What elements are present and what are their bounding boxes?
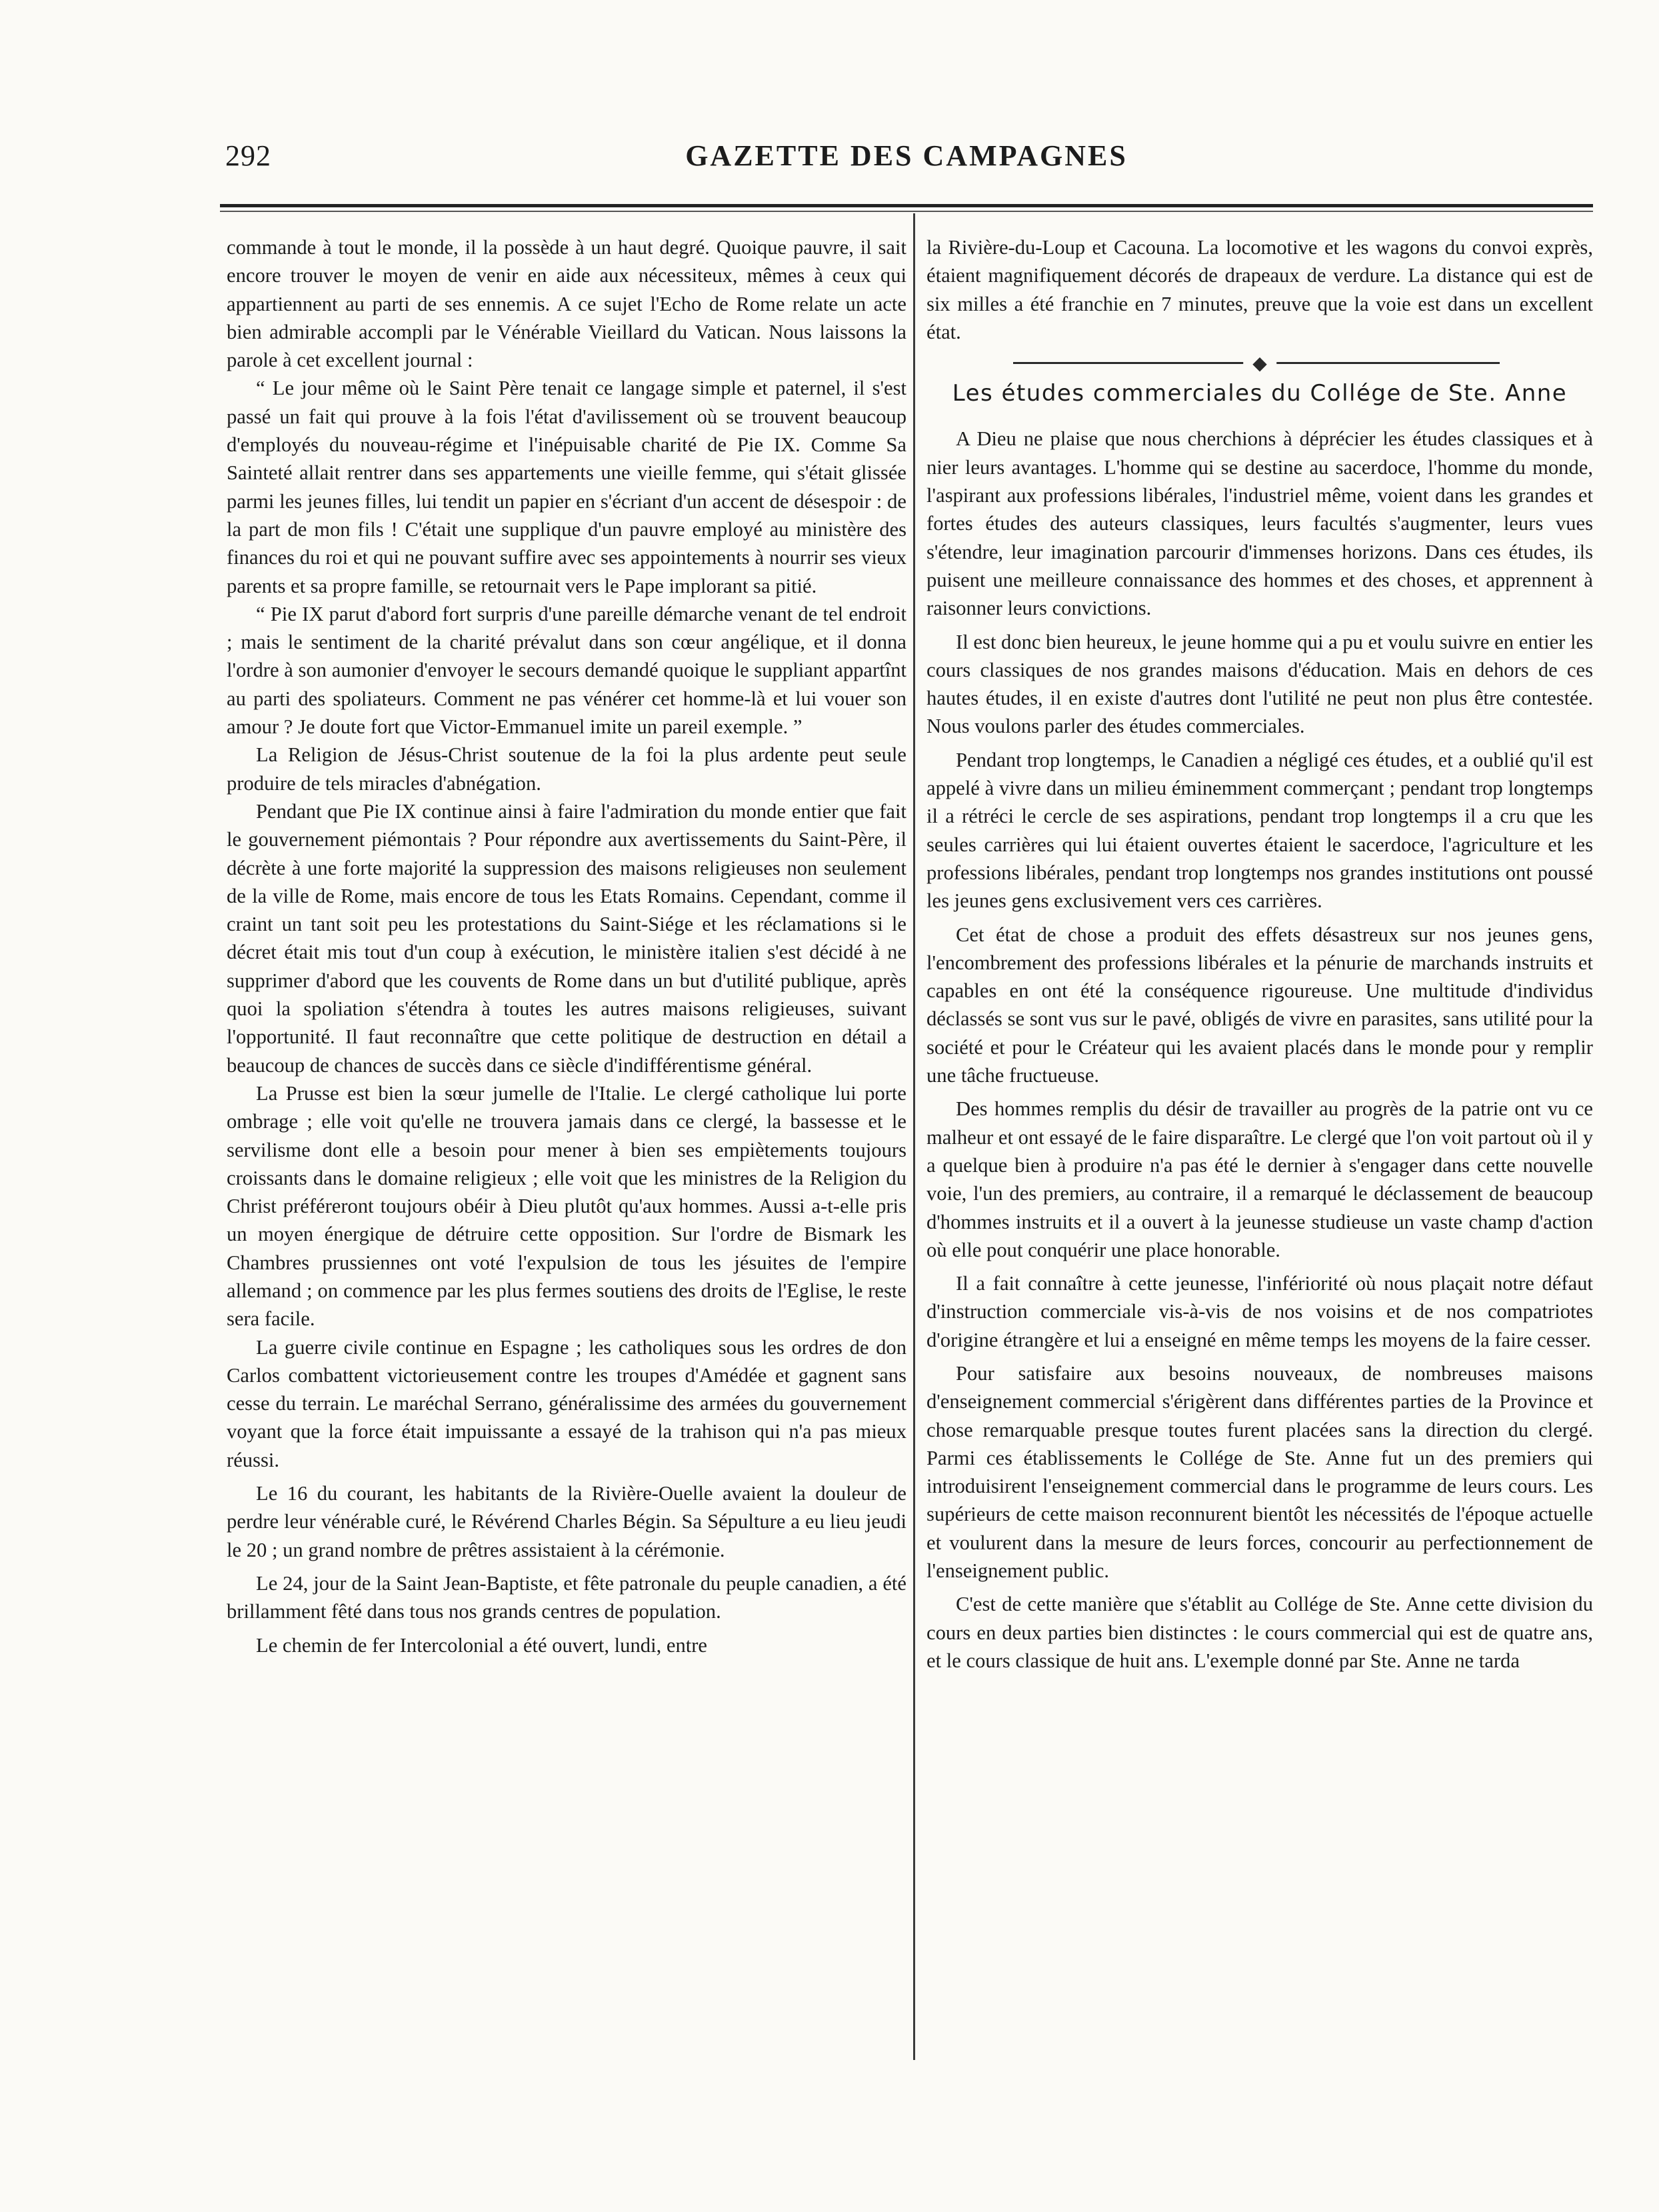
- left-paragraph: Le 24, jour de la Saint Jean-Baptiste, et fête patronale du peuple canadien, a été brillamment fêté dans tous nos grands centres de population.: [227, 1571, 906, 1623]
- right-paragraph: C'est de cette manière que s'établit au Collége de Ste. Anne cette division du cours en deux parties bien distinctes : le cours commercial qui est de quatre ans, et le cours classique de huit ans. L'exemple donné par Ste. Anne ne tarda: [926, 1593, 1593, 1672]
- column-divider: [913, 213, 915, 2060]
- left-paragraph: “ Le jour même où le Saint Père tenait ce langage simple et paternel, il s'est passé un fait qui prouve à la fois l'état d'avilissement où se trouvent beaucoup d'employés du nouveau-régime et l'inépuisable charité de Pie IX. Comme Sa Sainteté allait rentrer dans ses appartements une vieille femme, qui s'était glissée parmi les jeunes filles, lui tendit un papier en s'écriant d'un accent de désespoir : de la part de mon fils ! C'était une supplique d'un pauvre employé au ministère des finances du roi et qui ne pouvant suffire avec ses appointements à nourrir ses vieux parents et sa propre famille, se retournait vers le Pape implorant sa pitié.: [227, 377, 906, 597]
- section-ornament: [926, 350, 1593, 377]
- right-paragraph: Il est donc bien heureux, le jeune homme qui a pu et voulu suivre en entier les cours classiques de nos grandes maisons d'éducation. Mais en dehors de ces hautes études, il en existe d'autres dont l'utilité ne peut non plus être contestée. Nous voulons parler des études commerciales.: [926, 630, 1593, 738]
- header-rule: [220, 204, 1593, 212]
- left-paragraph: Le 16 du courant, les habitants de la Rivière-Ouelle avaient la douleur de perdre leur vénérable curé, le Révérend Charles Bégin. Sa Sépulture a eu lieu jeudi le 20 ; un grand nombre de prêtres assistaient à la cérémonie.: [227, 1482, 906, 1561]
- right-paragraph: Pendant trop longtemps, le Canadien a négligé ces études, et a oublié qu'il est appelé à vivre dans un milieu éminemment commerçant ; pendant trop longtemps il a rétréci le cercle de ses aspirations, pendant trop longtemps il a cru que les seules carrières qui lui étaient ouvertes étaient le sacerdoce, l'agriculture et les professions libérales, pendant trop longtemps nos grandes institutions ont poussé les jeunes gens exclusivement vers ces carrières.: [926, 748, 1593, 913]
- right-paragraph: A Dieu ne plaise que nous cherchions à déprécier les études classiques et à nier leurs avantages. L'homme qui se destine au sacerdoce, l'homme du monde, l'aspirant aux professions libérales, l'industriel même, voient dans les grandes et fortes études des auteurs classiques, leurs facultés s'augmenter, leurs vues s'étendre, leur imagination parcourir d'immenses horizons. Dans ces études, ils puisent une meilleure connaissance des hommes et des choses, et apprennent à raisonner leurs convictions.: [926, 427, 1593, 620]
- right-intro-paragraph: la Rivière-du-Loup et Cacouna. La locomotive et les wagons du convoi exprès, étaient magnifiquement décorés de drapeaux de verdure. La distance qui est de six milles a été franchie en 7 minutes, preuve que la voie est dans un excellent état.: [926, 236, 1593, 343]
- page-number: 292: [225, 139, 271, 172]
- left-paragraph: Pendant que Pie IX continue ainsi à faire l'admiration du monde entier que fait le gouvernement piémontais ? Pour répondre aux avertissements du Saint-Père, il décrète à une forte majorité la suppression des maisons religieuses non seulement de la ville de Rome, mais encore de tous les Etats Romains. Cependant, comme il craint un tant soit peu les protestations du Saint-Siége et les réclamations si le décret était mis tout d'un coup à exécution, le ministère italien s'est décidé à ne supprimer d'abord que les couvents de Rome dans un but d'utilité publique, après quoi la spoliation s'étendra à toutes les autres maisons religieuses, suivant l'opportunité. Il faut reconnaître que cette politique de destruction en détail a beaucoup de chances de succès dans ce siècle d'indifférentisme général.: [227, 799, 906, 1077]
- left-paragraph: La Prusse est bien la sœur jumelle de l'Italie. Le clergé catholique lui porte ombrage ; elle voit qu'elle ne trouvera jamais dans ce clergé, la bassesse et le servilisme dont elle a besoin pour mener à bien ses empiètements toujours croissants dans le domaine religieux ; elle voit que les ministres de la Religion du Christ préféreront toujours obéir à Dieu plutôt qu'aux hommes. Aussi a-t-elle pris un moyen énergique de détruire cette opposition. Sur l'ordre de Bismark les Chambres prussiennes ont voté l'expulsion de tous les jésuites de l'empire allemand ; on commence par les plus fermes soutiens des droits de l'Eglise, le reste sera facile.: [227, 1081, 906, 1331]
- right-paragraph: Cet état de chose a produit des effets désastreux sur nos jeunes gens, l'encombrement des professions libérales et la pénurie de marchands instruits et capables en ont été la conséquence rigoureuse. Une multitude d'individus déclassés se sont vus sur le pavé, obligés de vivre en parasites, sans utilité pour la société et pour le Créateur qui les avaient placés dans le monde pour y remplir une tâche fructueuse.: [926, 923, 1593, 1087]
- publication-title: GAZETTE DES CAMPAGNES: [685, 139, 1128, 172]
- right-paragraph: Il a fait connaître à cette jeunesse, l'infériorité où nous plaçait notre défaut d'instruction commerciale vis-à-vis de nos voisins et de nos compatriotes d'origine étrangère et lui a enseigné en même temps les moyens de la faire cesser.: [926, 1272, 1593, 1351]
- left-paragraph: Le chemin de fer Intercolonial a été ouvert, lundi, entre: [256, 1633, 708, 1657]
- section-heading: Les études commerciales du Collége de Ste. Anne: [952, 380, 1568, 407]
- left-paragraph: La Religion de Jésus-Christ soutenue de la foi la plus ardente peut seule produire de tels miracles d'abnégation.: [227, 743, 906, 795]
- page-header: [220, 137, 1593, 177]
- left-paragraph: commande à tout le monde, il la possède à un haut degré. Quoique pauvre, il sait encore trouver le moyen de venir en aide aux nécessiteux, mêmes à ceux qui appartiennent au parti de ses ennemis. A ce sujet l'Echo de Rome relate un acte bien admirable accompli par le Vénérable Vieillard du Vatican. Nous laissons la parole à cet excellent journal :: [227, 236, 906, 372]
- right-paragraph: Des hommes remplis du désir de travailler au progrès de la patrie ont vu ce malheur et ont essayé de le faire disparaître. Le clergé que l'on voit partout où il y a quelque bien à produire n'a pas été le dernier à s'engager dans cette nouvelle voie, l'un des premiers, au contraire, il a remarqué le déclassement de beaucoup d'hommes instruits et il a ouvert à la jeunesse studieuse un vaste champ d'action où elle pout conquérir une place honorable.: [926, 1097, 1593, 1261]
- left-column: [227, 233, 906, 1659]
- right-paragraph: Pour satisfaire aux besoins nouveaux, de nombreuses maisons d'enseignement commercial s'érigèrent dans différentes parties de la Province et chose remarquable presque toutes furent placées sans la direction du clergé. Parmi ces établissements le Collége de Ste. Anne fut un des premiers qui introduisirent l'enseignement commercial dans le programme de leurs cours. Les supérieurs de cette maison reconnurent bientôt les nécessités de l'époque actuelle et voulurent dans la mesure de leurs forces, concourir au perfectionnement de l'enseignement public.: [926, 1361, 1593, 1583]
- left-paragraph: “ Pie IX parut d'abord fort surpris d'une pareille démarche venant de tel endroit ; mais le sentiment de la charité prévalut dans son cœur angélique, et il donna l'ordre à son aumonier d'envoyer le secours demandé quoique le suppliant appartînt au parti des spoliateurs. Comment ne pas vénérer cet homme-là et lui vouer son amour ? Je doute fort que Victor-Emmanuel imite un pareil exemple. ”: [227, 602, 906, 739]
- left-paragraph: La guerre civile continue en Espagne ; les catholiques sous les ordres de don Carlos combattent victorieusement contre les troupes d'Amédée et gagnent sans cesse du terrain. Le maréchal Serrano, généralissime des armées du gouvernement voyant que la force était impuissante a essayé de la trahison qui n'a pas mieux réussi.: [227, 1335, 906, 1471]
- right-column: [926, 233, 1593, 1675]
